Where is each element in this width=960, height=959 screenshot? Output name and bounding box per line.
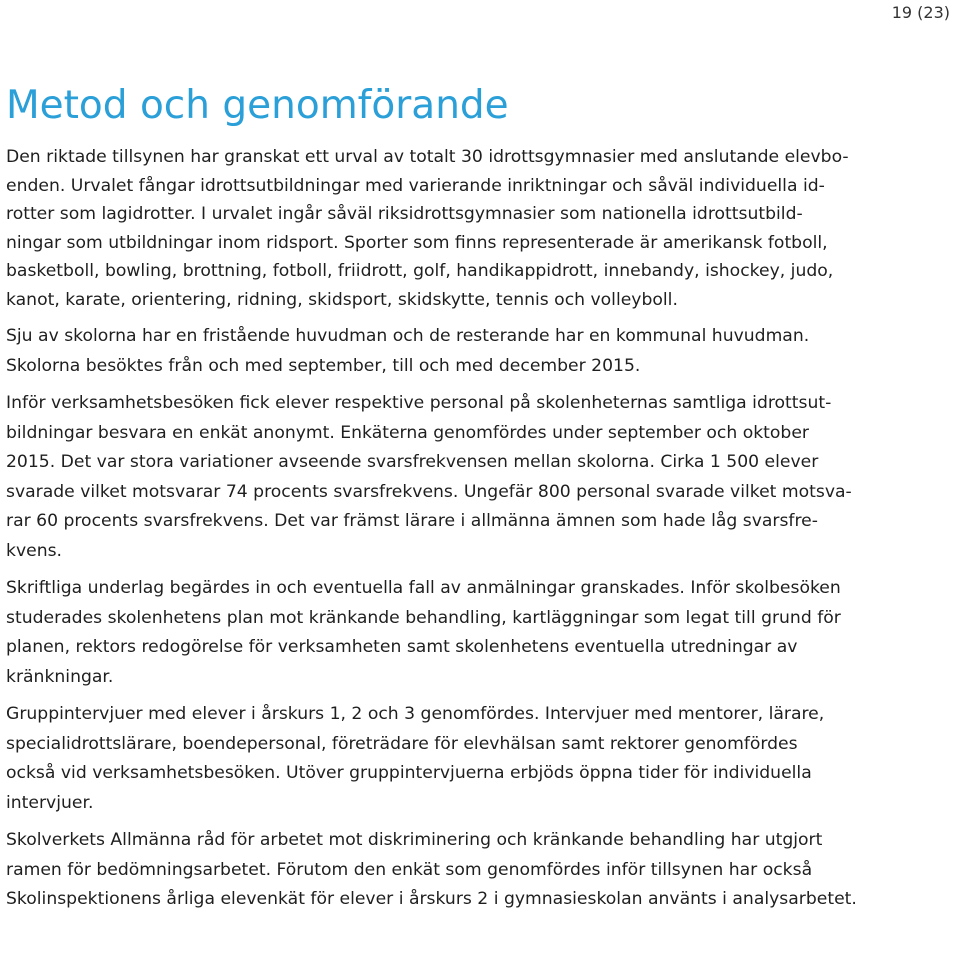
paragraph-survey	[6, 389, 956, 566]
page-number: 19 (23)	[891, 3, 950, 22]
text-line: kvens.	[6, 540, 63, 561]
paragraph-assessment	[6, 826, 956, 915]
text-line: Skolinspektionens årliga elevenkät för elever i årskurs 2 i gymnasieskolan använts i analysarbetet.	[6, 889, 857, 909]
text-line: också vid verksamhetsbesöken. Utöver gruppintervjuerna erbjöds öppna tider för individuella	[6, 763, 812, 783]
text-line: rotter som lagidrotter. I urvalet ingår såväl riksidrottsgymnasier som nationella idrottsutbild-	[6, 204, 803, 224]
text-line: intervjuer.	[6, 792, 94, 813]
text-line: kanot, karate, orientering, ridning, skidsport, skidskytte, tennis och volleyboll.	[6, 289, 678, 310]
text-line: bildningar besvara en enkät anonymt. Enkäterna genomfördes under september och oktober	[6, 422, 809, 443]
page-title: Metod och genomförande	[6, 83, 509, 128]
paragraph-selection	[6, 143, 956, 314]
text-line: specialidrottslärare, boendepersonal, företrädare för elevhälsan samt rektorer genomfördes	[6, 733, 798, 754]
paragraph-schools	[6, 322, 956, 381]
paragraph-interviews	[6, 700, 956, 818]
text-line: Skriftliga underlag begärdes in och eventuella fall av anmälningar granskades. Inför skolbesöken	[6, 578, 841, 598]
text-line: rar 60 procents svarsfrekvens. Det var främst lärare i allmänna ämnen som hade låg svarsfre-	[6, 511, 818, 531]
text-line: planen, rektors redogörelse för verksamheten samt skolenhetens eventuella utredningar av	[6, 637, 798, 657]
text-line: Skolorna besöktes från och med september, till och med december 2015.	[6, 355, 641, 376]
text-line: Inför verksamhetsbesöken fick elever respektive personal på skolenheternas samtliga idrottsut-	[6, 393, 832, 413]
text-line: Sju av skolorna har en fristående huvudman och de resterande har en kommunal huvudman.	[6, 326, 810, 346]
text-line: Gruppintervjuer med elever i årskurs 1, 2 och 3 genomfördes. Intervjuer med mentorer, lärare,	[6, 704, 825, 724]
document-body	[6, 143, 956, 915]
text-line: Den riktade tillsynen har granskat ett urval av totalt 30 idrottsgymnasier med anslutande elevbo-	[6, 147, 849, 167]
text-line: Skolverkets Allmänna råd för arbetet mot diskriminering och kränkande behandling har utgjort	[6, 830, 823, 850]
text-line: basketboll, bowling, brottning, fotboll, friidrott, golf, handikappidrott, innebandy, ishockey, judo,	[6, 261, 834, 281]
text-line: kränkningar.	[6, 666, 114, 687]
paragraph-documents	[6, 574, 956, 692]
text-line: studerades skolenhetens plan mot kränkande behandling, kartläggningar som legat till grund för	[6, 607, 841, 628]
text-line: ningar som utbildningar inom ridsport. Sporter som finns representerade är amerikansk fotboll,	[6, 232, 828, 253]
text-line: 2015. Det var stora variationer avseende svarsfrekvensen mellan skolorna. Cirka 1 500 elever	[6, 452, 819, 472]
text-line: enden. Urvalet fångar idrottsutbildningar med varierande inriktningar och såväl individuella id-	[6, 175, 825, 196]
text-line: ramen för bedömningsarbetet. Förutom den enkät som genomfördes inför tillsynen har också	[6, 859, 813, 880]
text-line: svarade vilket motsvarar 74 procents svarsfrekvens. Ungefär 800 personal svarade vilket motsva-	[6, 481, 852, 502]
